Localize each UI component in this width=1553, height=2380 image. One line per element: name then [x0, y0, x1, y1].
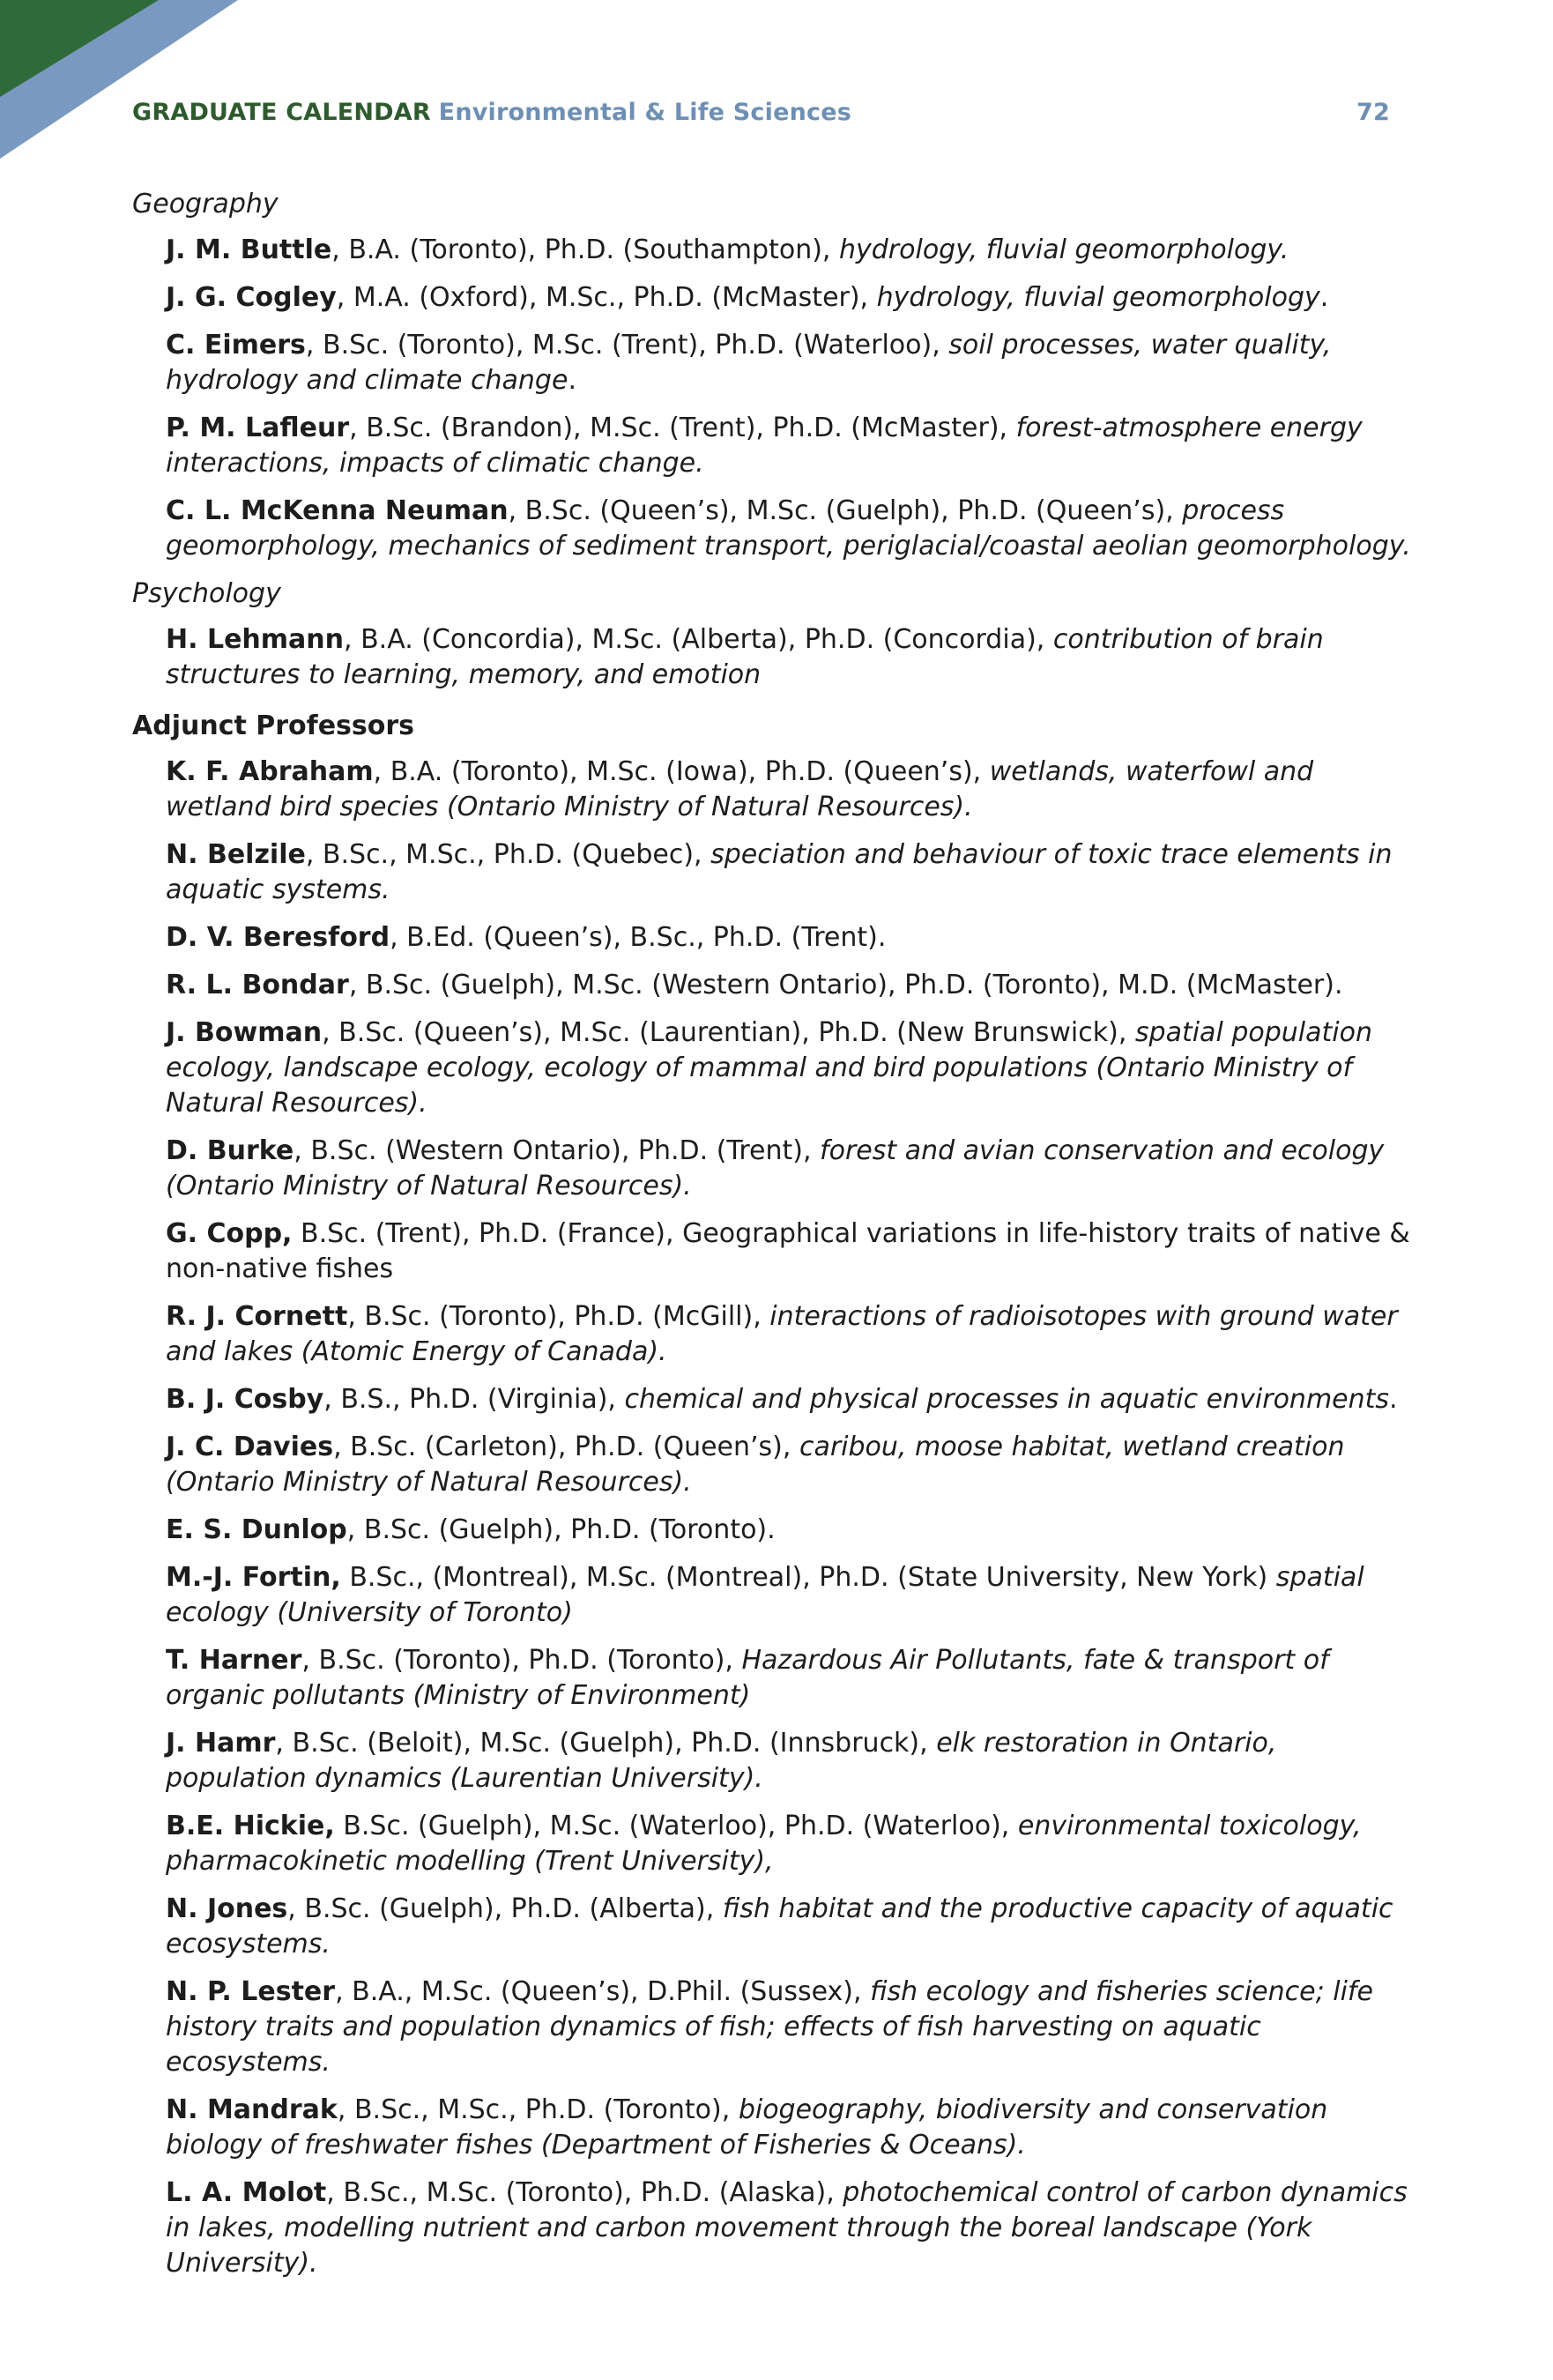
- separator: ,: [294, 1135, 311, 1166]
- entry-tail: .: [1389, 1384, 1398, 1415]
- research-interests: forest-atmosphere energy interactions, impacts of climatic change.: [166, 413, 1363, 479]
- separator: ,: [349, 413, 367, 443]
- degrees: B.Sc. (Toronto), Ph.D. (Toronto),: [318, 1645, 742, 1676]
- faculty-entry: [166, 494, 1419, 564]
- faculty-name: N. Jones: [166, 1893, 288, 1924]
- separator: ,: [390, 922, 407, 953]
- research-interests: speciation and behaviour of toxic trace elements in aquatic systems.: [166, 839, 1393, 905]
- degrees: B.A. (Concordia), M.Sc. (Alberta), Ph.D. (Concordia),: [360, 624, 1053, 655]
- research-interests: spatial ecology (University of Toronto): [166, 1562, 1364, 1628]
- faculty-entry: [166, 622, 1419, 693]
- group-heading: Psychology: [132, 578, 281, 609]
- faculty-name: N. P. Lester: [166, 1976, 336, 2007]
- faculty-entry: [166, 280, 1419, 316]
- group-heading: Geography: [132, 189, 279, 219]
- group-geography: [132, 187, 1419, 564]
- separator: ,: [336, 282, 353, 313]
- faculty-name: M.-J. Fortin,: [166, 1562, 341, 1593]
- degrees: B.Sc. (Toronto), M.Sc. (Trent), Ph.D. (Waterloo),: [322, 330, 949, 361]
- faculty-entry: [166, 1726, 1419, 1796]
- research-interests: process geomorphology, mechanics of sediment transport, periglacial/coastal aeolian geomorphology.: [166, 495, 1411, 562]
- calendar-label: GRADUATE CALENDAR: [132, 99, 431, 126]
- separator: [292, 1218, 301, 1249]
- degrees: B.Sc. (Guelph), M.Sc. (Western Ontario), Ph.D. (Toronto), M.D. (McMaster).: [365, 970, 1343, 1000]
- faculty-entry: [166, 1382, 1419, 1417]
- research-interests: hydrology, fluvial geomorphology: [876, 282, 1320, 313]
- faculty-name: C. Eimers: [166, 330, 306, 361]
- research-interests: soil processes, water quality, hydrology and climate change: [166, 330, 1332, 396]
- research-interests: fish ecology and fisheries science; life history traits and population dynamics of fish; effects of fish harvesting on aquatic ecosystems.: [166, 1976, 1373, 2078]
- faculty-name: H. Lehmann: [166, 624, 344, 655]
- faculty-name: J. M. Buttle: [166, 234, 332, 265]
- faculty-name: B.E. Hickie,: [166, 1811, 335, 1841]
- degrees: B.Sc. (Brandon), M.Sc. (Trent), Ph.D. (McMaster),: [366, 413, 1016, 443]
- research-interests: elk restoration in Ontario, population dynamics (Laurentian University).: [166, 1728, 1277, 1794]
- degrees: B.Sc., M.Sc., Ph.D. (Toronto),: [353, 2094, 739, 2125]
- degrees: B.A. (Toronto), Ph.D. (Southampton),: [348, 234, 839, 265]
- separator: ,: [373, 756, 390, 787]
- research-interests: forest and avian conservation and ecology (Ontario Ministry of Natural Resources).: [166, 1135, 1385, 1201]
- degrees: B.S., Ph.D. (Virginia),: [340, 1384, 625, 1415]
- degrees: B.Sc., M.Sc. (Toronto), Ph.D. (Alaska),: [343, 2177, 843, 2208]
- adjunct-professors-section: [132, 709, 1419, 2281]
- separator: ,: [348, 970, 366, 1000]
- research-interests: environmental toxicology, pharmacokinetic modelling (Trent University),: [166, 1811, 1362, 1877]
- degrees: B.Sc. (Guelph), M.Sc. (Waterloo), Ph.D. (Waterloo),: [343, 1811, 1018, 1841]
- degrees: B.Sc. (Carleton), Ph.D. (Queen’s),: [350, 1432, 799, 1462]
- faculty-name: K. F. Abraham: [166, 756, 374, 787]
- faculty-name: E. S. Dunlop: [166, 1514, 347, 1545]
- faculty-entry: [166, 968, 1419, 1003]
- faculty-entry: [166, 1015, 1419, 1121]
- faculty-entry: [166, 233, 1419, 268]
- separator: ,: [331, 234, 349, 265]
- faculty-listing: [132, 187, 1419, 2294]
- department-label: Environmental & Life Sciences: [438, 99, 852, 126]
- entry-tail: .: [568, 365, 576, 396]
- faculty-name: B. J. Cosby: [166, 1384, 324, 1415]
- faculty-name: T. Harner: [166, 1645, 302, 1676]
- group-psychology: [132, 576, 1419, 693]
- faculty-entry: [166, 1892, 1419, 1962]
- separator: [335, 1811, 344, 1841]
- research-interests: contribution of brain structures to learning, memory, and emotion: [166, 624, 1324, 690]
- separator: ,: [287, 1893, 305, 1924]
- degrees: B.Sc. (Queen’s), M.Sc. (Laurentian), Ph.D. (New Brunswick),: [338, 1017, 1135, 1048]
- faculty-name: N. Belzile: [166, 839, 306, 870]
- faculty-name: J. G. Cogley: [166, 282, 337, 313]
- faculty-name: D. V. Beresford: [166, 922, 390, 953]
- degrees: B.Sc. (Guelph), Ph.D. (Toronto).: [363, 1514, 776, 1545]
- faculty-name: J. Bowman: [166, 1017, 323, 1048]
- separator: ,: [333, 1432, 351, 1462]
- faculty-entry: [166, 1216, 1419, 1287]
- degrees: B.Sc. (Trent), Ph.D. (France), Geographical variations in life-history traits of native & non-native fishes: [166, 1218, 1410, 1284]
- separator: ,: [346, 1514, 364, 1545]
- research-interests: biogeography, biodiversity and conservation biology of freshwater fishes (Department of Fisheries & Oceans).: [166, 2094, 1328, 2161]
- degrees: B.Sc. (Western Ontario), Ph.D. (Trent),: [310, 1135, 821, 1166]
- faculty-name: G. Copp,: [166, 1218, 293, 1249]
- faculty-entry: [166, 2093, 1419, 2163]
- separator: ,: [347, 1301, 365, 1332]
- faculty-name: R. L. Bondar: [166, 970, 349, 1000]
- faculty-entry: [166, 1643, 1419, 1714]
- section-title: Adjunct Professors: [132, 710, 415, 741]
- faculty-entry: [166, 1299, 1419, 1370]
- separator: ,: [305, 839, 323, 870]
- entry-tail: .: [1319, 282, 1329, 313]
- faculty-entry: [166, 1430, 1419, 1500]
- page-header: [132, 99, 1390, 126]
- research-interests: hydrology, fluvial geomorphology.: [838, 234, 1289, 265]
- separator: ,: [305, 330, 323, 361]
- research-interests: chemical and physical processes in aquatic environments: [624, 1384, 1390, 1415]
- research-interests: photochemical control of carbon dynamics in lakes, modelling nutrient and carbon movement through the boreal landscape (York University).: [166, 2177, 1408, 2279]
- faculty-name: R. J. Cornett: [166, 1301, 348, 1332]
- faculty-entry: [166, 1134, 1419, 1204]
- research-interests: fish habitat and the productive capacity of aquatic ecosystems.: [166, 1893, 1393, 1960]
- faculty-name: N. Mandrak: [166, 2094, 338, 2125]
- faculty-name: D. Burke: [166, 1135, 294, 1166]
- faculty-name: L. A. Molot: [166, 2177, 327, 2208]
- faculty-entry: [166, 837, 1419, 908]
- degrees: M.A. (Oxford), M.Sc., Ph.D. (McMaster),: [353, 282, 877, 313]
- separator: ,: [508, 495, 525, 526]
- faculty-entry: [166, 1560, 1419, 1631]
- degrees: B.Sc., M.Sc., Ph.D. (Quebec),: [322, 839, 711, 870]
- separator: ,: [323, 1384, 341, 1415]
- faculty-name: J. C. Davies: [166, 1432, 334, 1462]
- page-number: 72: [1356, 99, 1390, 126]
- degrees: B.Sc. (Toronto), Ph.D. (McGill),: [364, 1301, 770, 1332]
- degrees: B.Sc. (Beloit), M.Sc. (Guelph), Ph.D. (Innsbruck),: [292, 1728, 937, 1759]
- separator: ,: [335, 1976, 353, 2007]
- faculty-entry: [166, 2175, 1419, 2281]
- faculty-entry: [166, 1809, 1419, 1879]
- corner-decoration: [0, 0, 238, 159]
- degrees: B.A., M.Sc. (Queen’s), D.Phil. (Sussex),: [352, 1976, 871, 2007]
- research-interests: caribou, moose habitat, wetland creation (Ontario Ministry of Natural Resources).: [166, 1432, 1345, 1498]
- degrees: B.Ed. (Queen’s), B.Sc., Ph.D. (Trent).: [406, 922, 887, 953]
- separator: ,: [337, 2094, 354, 2125]
- separator: ,: [301, 1645, 319, 1676]
- faculty-entry: [166, 411, 1419, 481]
- separator: ,: [322, 1017, 339, 1048]
- separator: ,: [326, 2177, 344, 2208]
- degrees: B.A. (Toronto), M.Sc. (Iowa), Ph.D. (Queen’s),: [390, 756, 990, 787]
- separator: ,: [344, 624, 361, 655]
- degrees: B.Sc. (Queen’s), M.Sc. (Guelph), Ph.D. (Queen’s),: [524, 495, 1183, 526]
- research-interests: wetlands, waterfowl and wetland bird species (Ontario Ministry of Natural Resources).: [166, 756, 1314, 822]
- faculty-entry: [166, 1975, 1419, 2080]
- faculty-entry: [166, 328, 1419, 398]
- degrees: B.Sc., (Montreal), M.Sc. (Montreal), Ph.D. (State University, New York): [349, 1562, 1276, 1593]
- faculty-name: P. M. Lafleur: [166, 413, 350, 443]
- degrees: B.Sc. (Guelph), Ph.D. (Alberta),: [304, 1893, 723, 1924]
- faculty-name: C. L. McKenna Neuman: [166, 495, 509, 526]
- faculty-entry: [166, 1513, 1419, 1548]
- separator: [341, 1562, 350, 1593]
- faculty-entry: [166, 920, 1419, 956]
- separator: ,: [275, 1728, 293, 1759]
- faculty-name: J. Hamr: [166, 1728, 276, 1759]
- faculty-entry: [166, 755, 1419, 825]
- research-interests: interactions of radioisotopes with ground water and lakes (Atomic Energy of Canada).: [166, 1301, 1398, 1367]
- research-interests: spatial population ecology, landscape ecology, ecology of mammal and bird populations (Ontario Ministry of Natural Resources).: [166, 1017, 1372, 1119]
- research-interests: Hazardous Air Pollutants, fate & transport of organic pollutants (Ministry of Environment): [166, 1645, 1329, 1711]
